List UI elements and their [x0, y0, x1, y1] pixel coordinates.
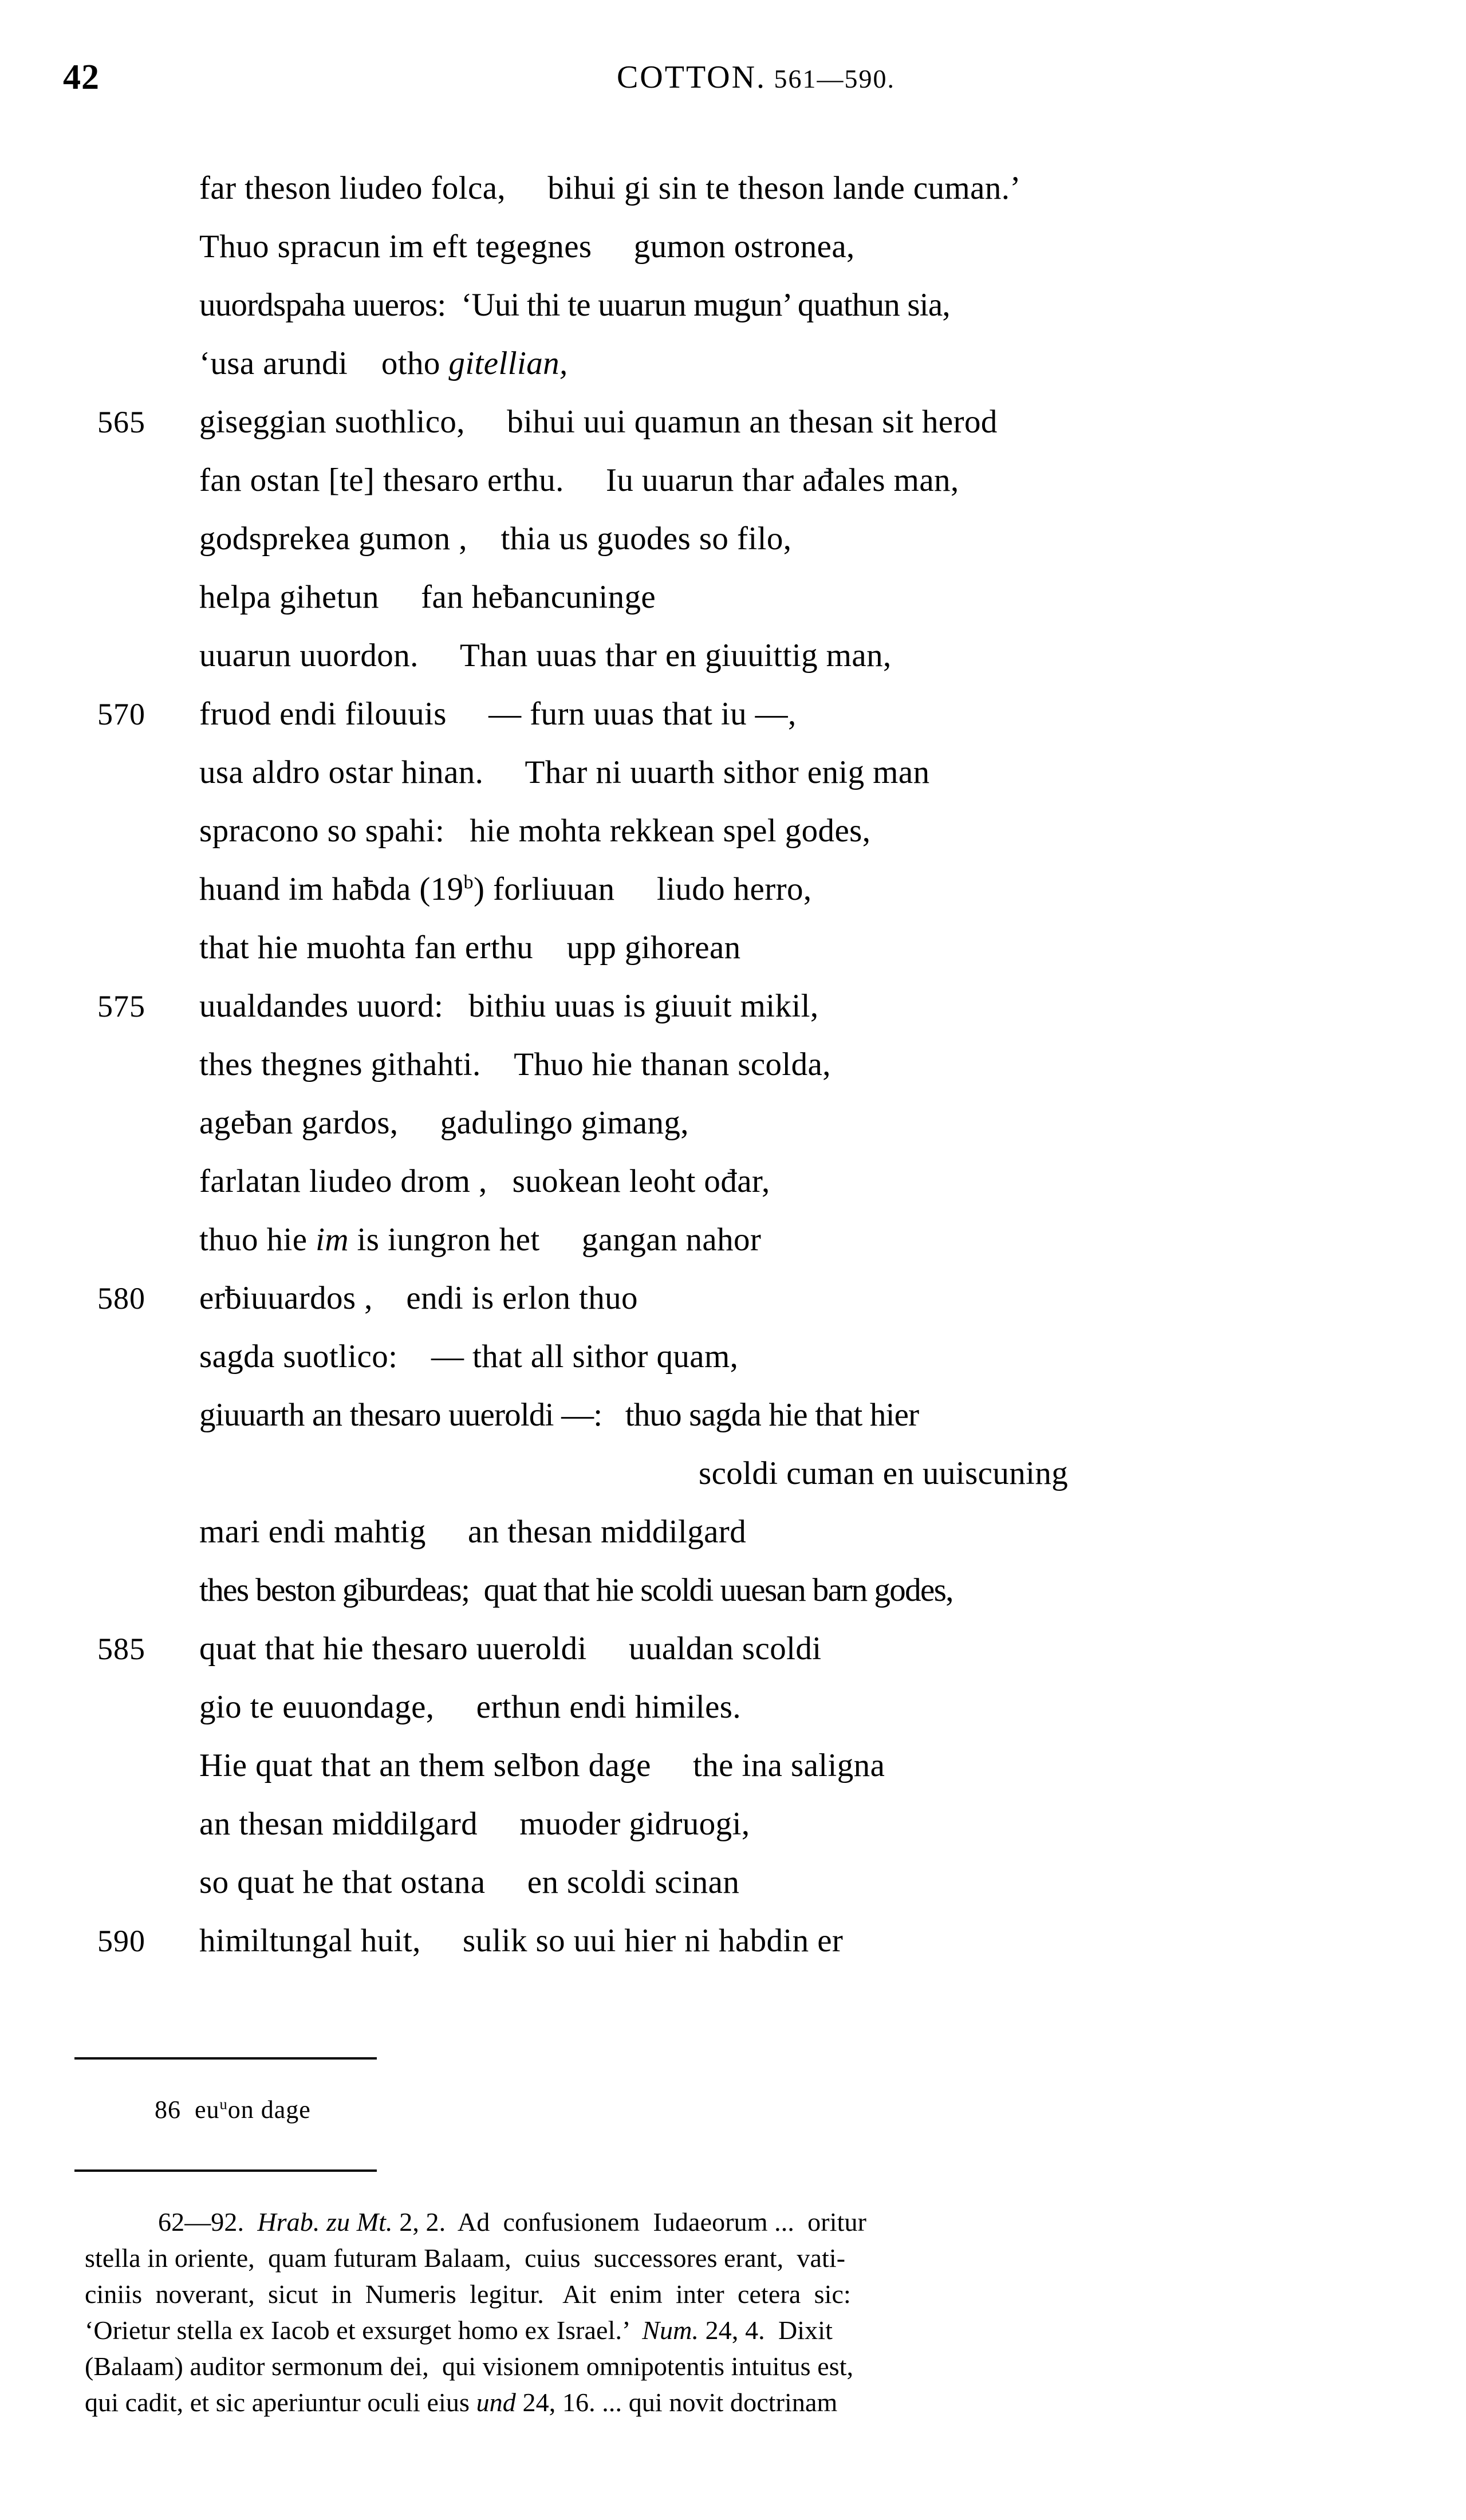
commentary-citation: Num. — [642, 2316, 699, 2345]
running-head-title — [0, 57, 1466, 99]
verse-line-text: quat that hie thesaro uueroldi uualdan scoldi — [199, 1631, 822, 1667]
verse-line-text: fruod endi filouuis — furn uuas that iu —, — [199, 696, 797, 732]
verse-line-number: 570 — [97, 697, 145, 731]
running-head-range: 561—590. — [774, 64, 896, 93]
verse-line-text: so quat he that ostana en scoldi scinan — [199, 1864, 740, 1900]
verse-line-text: helpa gihetun fan heƀancuninge — [199, 579, 656, 615]
verse-line-number: 575 — [97, 989, 145, 1023]
verse-line-text: scoldi cuman en uuiscuning — [699, 1455, 1069, 1491]
verse-line-number: 590 — [97, 1924, 145, 1958]
verse-line-text: sagda suotlico: — that all sithor quam, — [199, 1338, 739, 1375]
verse-line — [0, 1737, 1466, 1795]
verse-italic-word: gitellian, — [448, 345, 568, 381]
verse-line — [0, 743, 1466, 802]
verse-line-number: 580 — [97, 1281, 145, 1316]
apparatus-reading: $eu^uon$ dage — [195, 2095, 311, 2124]
verse-line-text: spracono so spahi: hie mohta rekkean spel godes, — [199, 813, 871, 849]
verse-line-text: gio te euuondage, erthun endi himiles. — [199, 1689, 741, 1725]
verse-line-text: ‘usa arundi otho gitellian, — [199, 345, 568, 381]
verse-line-number: 565 — [97, 405, 145, 439]
verse-line-text: uuordspaha uueros: ‘Uui thi te uuarun mugun’ quathun sia, — [199, 287, 950, 323]
verse-line — [0, 1444, 1466, 1503]
verse-line-text: giseggian suothlico, bihui uui quamun an thesan sit herod — [199, 404, 998, 440]
verse-italic-word: im — [316, 1222, 349, 1258]
verse-line — [0, 334, 1466, 393]
apparatus-superscript: u — [219, 2095, 228, 2113]
verse-line — [0, 860, 1466, 919]
verse-line — [0, 1328, 1466, 1386]
verse-line-text: farlatan liudeo drom , suokean leoht ođar, — [199, 1163, 770, 1199]
verse-line-text: erƀiuuardos , endi is erlon thuo — [199, 1280, 638, 1316]
verse-line — [0, 568, 1466, 627]
apparatus-line-ref: 86 — [155, 2096, 181, 2124]
verse-line — [0, 627, 1466, 685]
verse-line — [0, 510, 1466, 568]
verse-line — [0, 1853, 1466, 1912]
verse-line — [0, 1912, 1466, 1970]
verse-line — [0, 159, 1466, 218]
verse-block — [0, 159, 1466, 1970]
verse-line-number: 585 — [97, 1632, 145, 1666]
folio-number: 42 — [63, 58, 100, 97]
verse-line-text: thes thegnes githahti. Thuo hie thanan scolda, — [199, 1046, 831, 1082]
commentary-line: (Balaam) auditor sermonum dei, qui visionem omnipotentis intuitus est, — [85, 2352, 854, 2381]
verse-line — [0, 451, 1466, 510]
verse-line-text: Hie quat that an them selƀon dage the ina saligna — [199, 1747, 885, 1783]
verse-line-text: godsprekea gumon , thia us guodes so filo, — [199, 521, 792, 557]
verse-line — [0, 393, 1466, 451]
commentary-line: ciniis noverant, sicut in Numeris legitur. Ait enim inter cetera sic: — [85, 2279, 851, 2309]
apparatus-note — [155, 2093, 311, 2127]
verse-line — [0, 1211, 1466, 1269]
verse-line-text: mari endi mahtig an thesan middilgard — [199, 1514, 747, 1550]
commentary-line: ‘Orietur stella ex Iacob et exsurget homo ex Israel.’ Num. 24, 4. Dixit — [85, 2316, 833, 2345]
verse-line — [0, 685, 1466, 743]
verse-line-text: ageƀan gardos, gadulingo gimang, — [199, 1105, 689, 1141]
verse-line — [0, 218, 1466, 276]
verse-line — [0, 1035, 1466, 1094]
verse-line-text: himiltungal huit, sulik so uui hier ni habdin er — [199, 1923, 844, 1959]
commentary-block — [85, 2204, 1386, 2420]
verse-line — [0, 977, 1466, 1035]
verse-line-text: fan ostan [te] thesaro erthu. Iu uuarun thar ađales man, — [199, 462, 959, 498]
verse-line-text: thes beston giburdeas; quat that hie scoldi uuesan barn godes, — [199, 1572, 953, 1608]
verse-line-text: uualdandes uuord: bithiu uuas is giuuit mikil, — [199, 988, 819, 1024]
verse-line — [0, 1386, 1466, 1444]
verse-line — [0, 1620, 1466, 1678]
commentary-citation: Hrab. zu Mt. — [257, 2207, 393, 2236]
verse-line-text: giuuarth an thesaro uueroldi —: thuo sagda hie that hier — [199, 1397, 919, 1433]
verse-line-text: thuo hie im is iungron het gangan nahor — [199, 1222, 762, 1258]
verse-line-text: uuarun uuordon. Than uuas thar en giuuittig man, — [199, 637, 892, 674]
verse-line-text: huand im haƀda (19$^b$) forliuuan liudo herro, — [199, 871, 812, 907]
commentary-line: stella in oriente, quam futuram Balaam, cuius successores erant, vati- — [85, 2243, 846, 2273]
verse-line-text: usa aldro ostar hinan. Thar ni uuarth sithor enig man — [199, 754, 930, 790]
apparatus-rule-top — [74, 2057, 377, 2060]
commentary-line: 62—92. Hrab. zu Mt. 2, 2. Ad confusionem Iudaeorum ... oritur — [158, 2207, 866, 2236]
verse-line-text: an thesan middilgard muoder gidruogi, — [199, 1806, 750, 1842]
verse-line — [0, 1094, 1466, 1152]
running-head-work: COTTON. — [616, 60, 767, 95]
verse-line — [0, 1561, 1466, 1620]
verse-line — [0, 1795, 1466, 1853]
commentary-rule — [74, 2169, 377, 2172]
verse-line — [0, 1678, 1466, 1737]
verse-line — [0, 1503, 1466, 1561]
commentary-citation: und — [476, 2388, 516, 2417]
verse-line-text: that hie muohta fan erthu upp gihorean — [199, 930, 741, 966]
commentary-line: qui cadit, et sic aperiuntur oculi eius und 24, 16. ... qui novit doctrinam — [85, 2388, 838, 2417]
verse-line — [0, 276, 1466, 334]
verse-line — [0, 1152, 1466, 1211]
verse-line-text: Thuo spracun im eft tegegnes gumon ostronea, — [199, 229, 855, 265]
running-head — [0, 57, 1466, 97]
verse-line-text: far theson liudeo folca, bihui gi sin te theson lande cuman.’ — [199, 170, 1021, 206]
verse-line — [0, 1269, 1466, 1328]
verse-line — [0, 802, 1466, 860]
verse-line — [0, 919, 1466, 977]
folio-superscript: b — [463, 872, 474, 893]
